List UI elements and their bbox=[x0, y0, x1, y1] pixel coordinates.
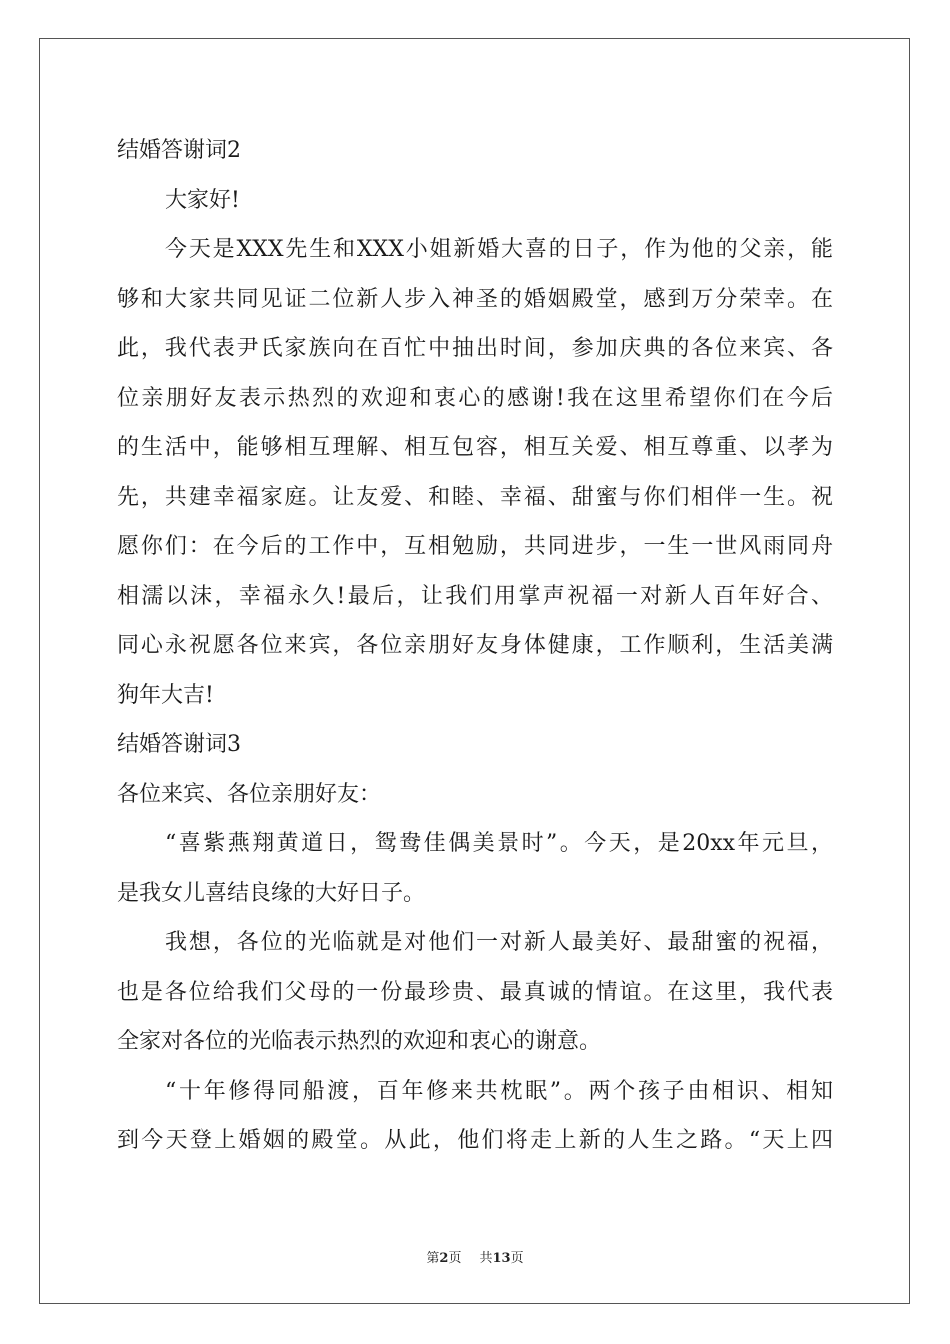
total-prefix: 共 bbox=[479, 1251, 493, 1266]
total-suffix: 页 bbox=[510, 1251, 524, 1266]
section-heading: 结婚答谢词2 bbox=[117, 138, 241, 163]
paragraph-line: 到今天登上婚姻的殿堂。从此，他们将走上新的人生之路。“天上四 bbox=[117, 1128, 833, 1153]
section-heading: 结婚答谢词3 bbox=[117, 732, 241, 757]
paragraph-line: 也是各位给我们父母的一份最珍贵、最真诚的情谊。在这里，我代表 bbox=[117, 979, 833, 1005]
paragraph-line: 我想，各位的光临就是对他们一对新人最美好、最甜蜜的祝福， bbox=[165, 930, 833, 955]
paragraph-line: 同心永祝愿各位来宾，各位亲朋好友身体健康，工作顺利，生活美满 bbox=[117, 633, 833, 658]
paragraph-line: 先，共建幸福家庭。让友爱、和睦、幸福、甜蜜与你们相伴一生。祝 bbox=[117, 484, 833, 510]
salutation-line: 各位来宾、各位亲朋好友： bbox=[117, 781, 382, 807]
paragraph-line: “十年修得同船渡，百年修来共枕眠”。两个孩子由相识、相知 bbox=[165, 1078, 833, 1104]
page-prefix: 第 bbox=[426, 1251, 440, 1266]
greeting-line: 大家好! bbox=[165, 187, 240, 213]
paragraph-line: 全家对各位的光临表示热烈的欢迎和衷心的谢意。 bbox=[117, 1029, 602, 1054]
page-suffix: 页 bbox=[448, 1251, 462, 1266]
paragraph-line: 相濡以沫，幸福永久!最后，让我们用掌声祝福一对新人百年好合、 bbox=[117, 583, 833, 609]
page-number: 2 bbox=[439, 1251, 449, 1266]
paragraph-line: “喜紫燕翔黄道日，鸳鸯佳偶美景时”。今天，是20xx年元旦， bbox=[165, 831, 833, 856]
paragraph-line: 狗年大吉! bbox=[117, 682, 214, 708]
paragraph-line: 是我女儿喜结良缘的大好日子。 bbox=[117, 880, 426, 906]
paragraph-line: 位亲朋好友表示热烈的欢迎和衷心的感谢!我在这里希望你们在今后 bbox=[117, 385, 833, 411]
page-footer bbox=[0, 1247, 950, 1266]
document-body bbox=[117, 126, 833, 1166]
paragraph-line: 此，我代表尹氏家族向在百忙中抽出时间，参加庆典的各位来宾、各 bbox=[117, 336, 833, 361]
paragraph-line: 够和大家共同见证二位新人步入神圣的婚姻殿堂，感到万分荣幸。在 bbox=[117, 286, 833, 312]
paragraph-line: 的生活中，能够相互理解、相互包容，相互关爱、相互尊重、以孝为 bbox=[117, 435, 833, 460]
paragraph-line: 今天是XXX先生和XXX小姐新婚大喜的日子，作为他的父亲，能 bbox=[165, 237, 833, 262]
total-pages: 13 bbox=[492, 1251, 511, 1266]
paragraph-line: 愿你们：在今后的工作中，互相勉励，共同进步，一生一世风雨同舟 bbox=[117, 534, 833, 559]
